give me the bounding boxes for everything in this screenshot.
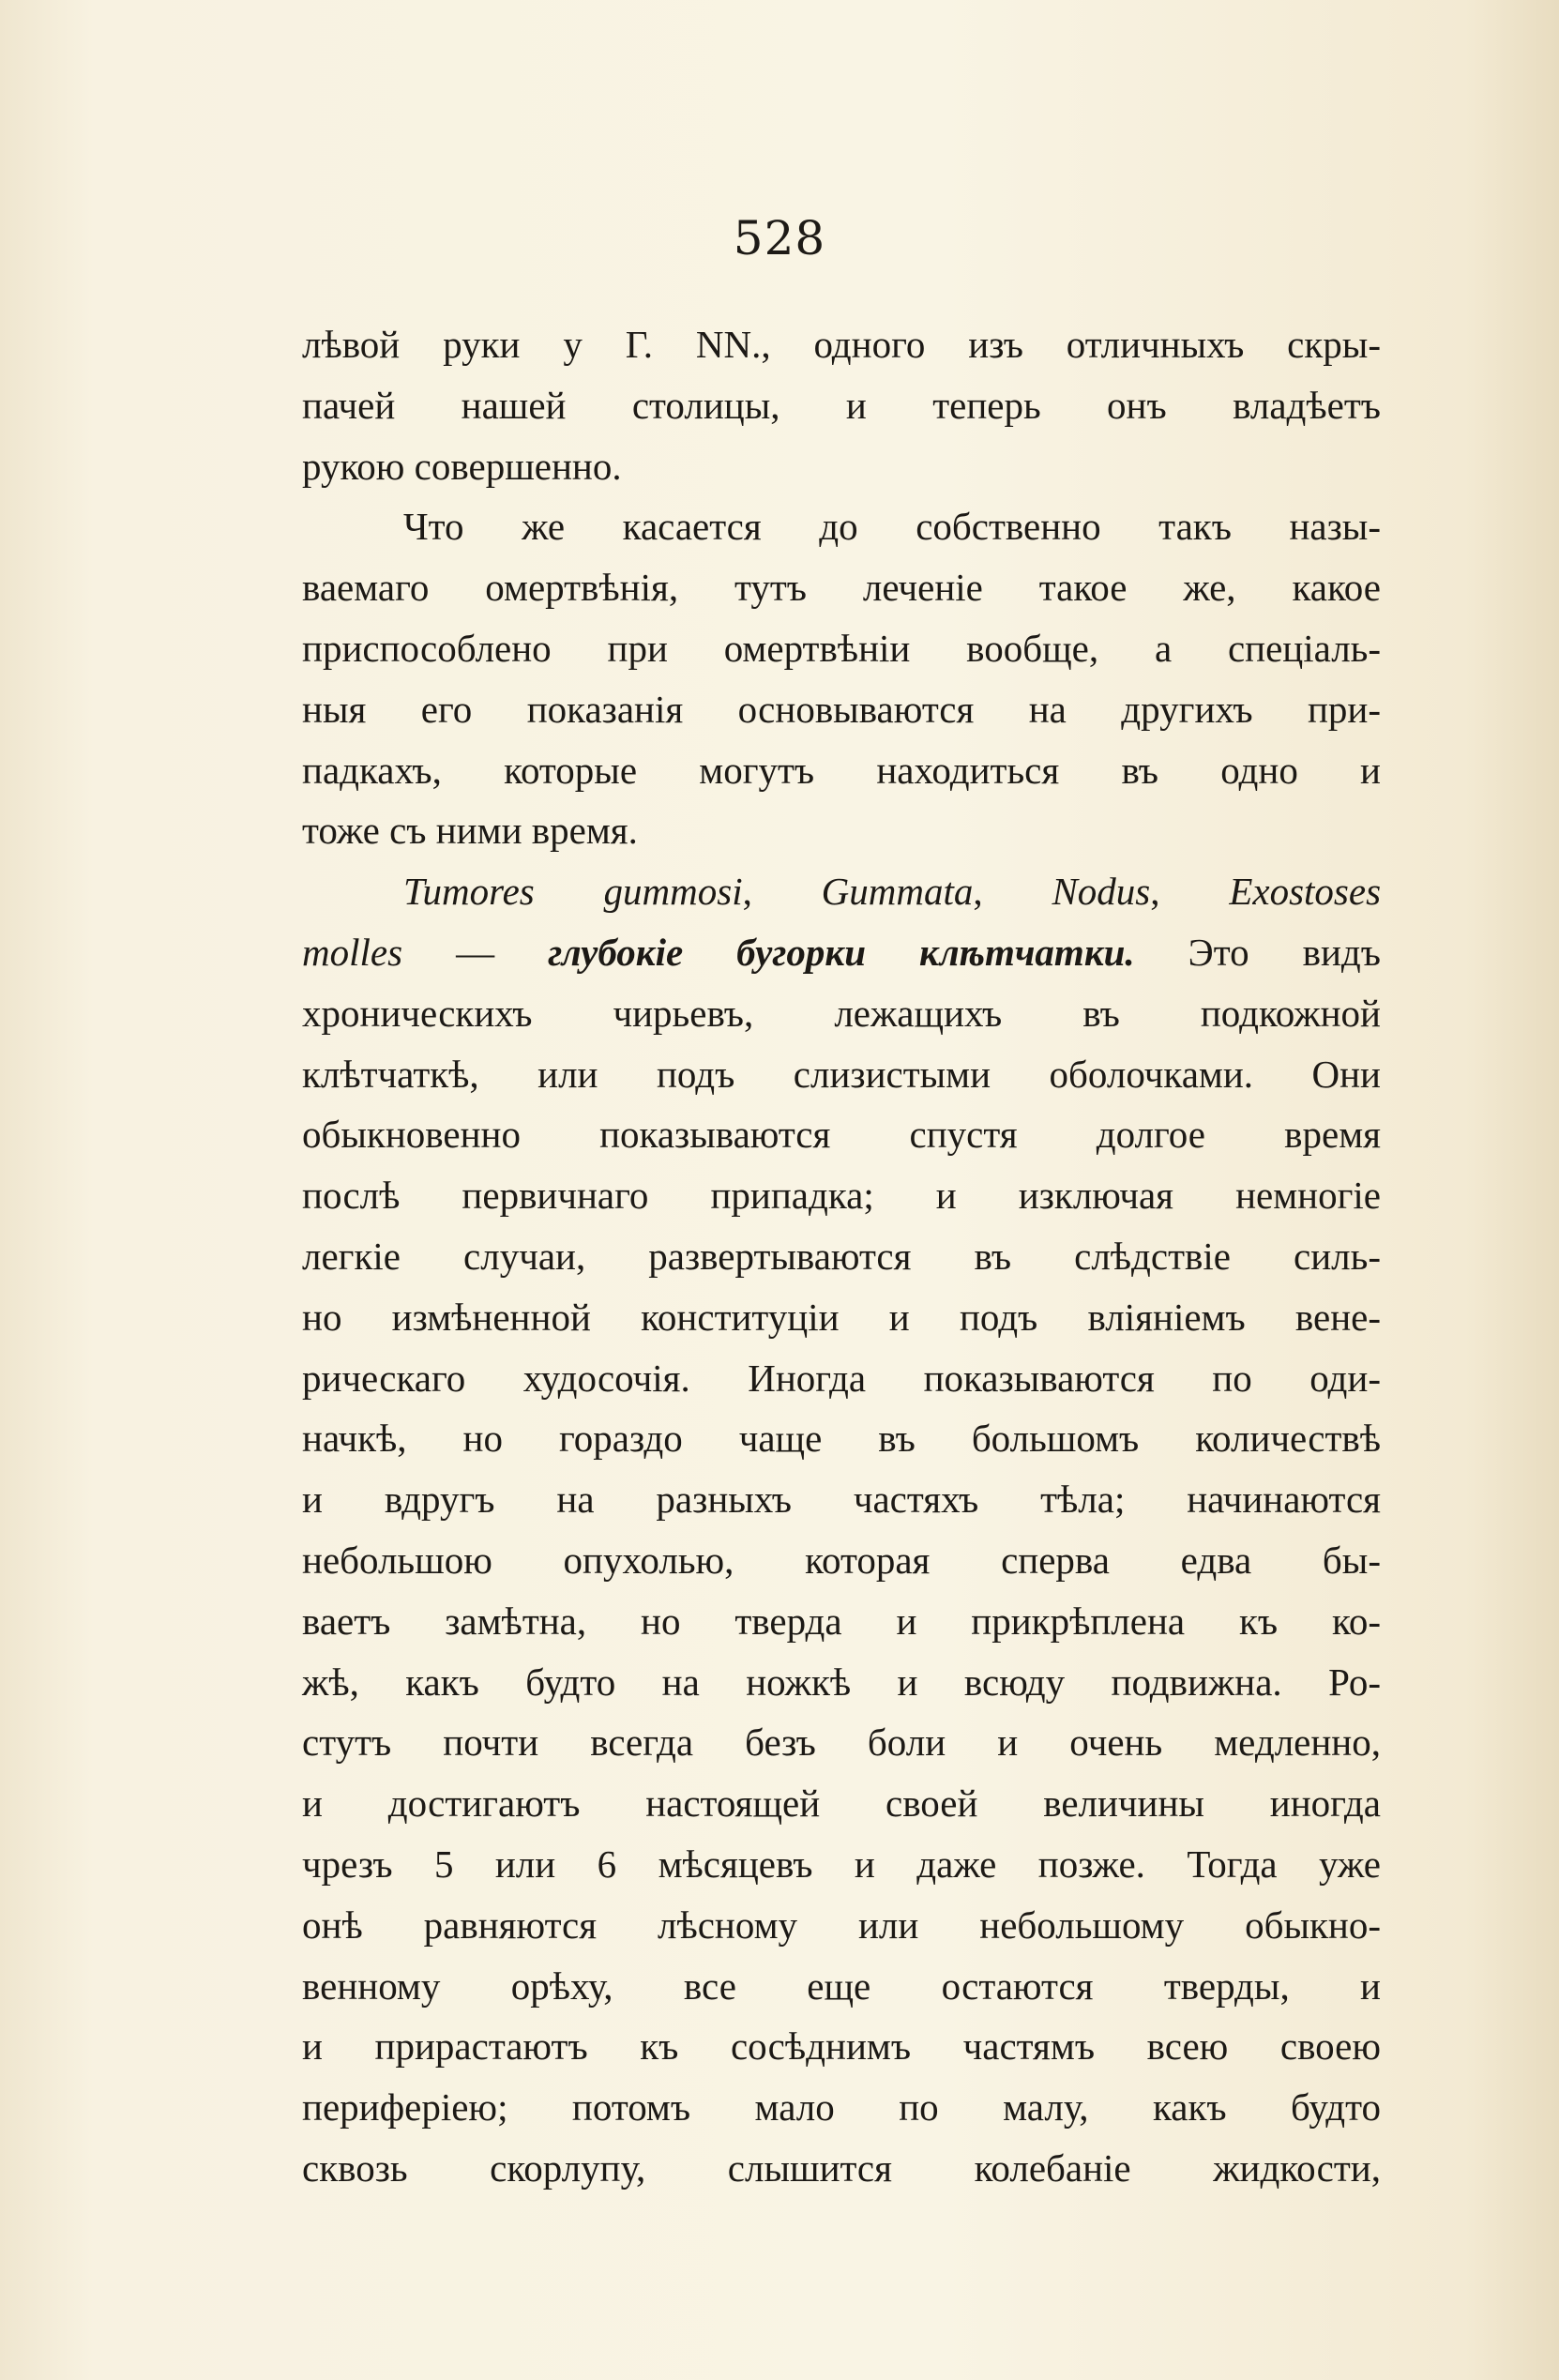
page-text	[302, 314, 1381, 2199]
text-line: венному орѣху, все еще остаются тверды, и	[302, 1963, 1381, 2008]
text-line: и достигаютъ настоящей своей величины иногда	[302, 1781, 1381, 1826]
text-line: рукою совершенно.	[302, 444, 622, 488]
text-line: пачей нашей столицы, и теперь онъ владѣетъ	[302, 383, 1381, 427]
page-number: 528	[733, 211, 826, 265]
text-line: жѣ, какъ будто на ножкѣ и всюду подвижна. Ро-	[302, 1660, 1381, 1704]
text-line: сквозь скорлупу, слышится колебаніе жидкости,	[302, 2145, 1381, 2190]
dash: —	[456, 930, 495, 974]
latin-term: Nodus	[1052, 870, 1151, 914]
text-line: обыкновенно показываются спустя долгое время	[302, 1113, 1381, 1157]
text-line: чрезъ 5 или 6 мѣсяцевъ и даже позже. Тогда уже	[302, 1842, 1381, 1886]
text-line: послѣ первичнаго припадка; и изключая немногіе	[302, 1174, 1381, 1218]
text-line: и прирастаютъ къ сосѣднимъ частямъ всею своею	[302, 2024, 1381, 2069]
text-line: небольшою опухолью, которая сперва едва бы-	[302, 1538, 1381, 1582]
latin-heading-line: Tumores gummosi, Gummata, Nodus, Exostoses	[403, 870, 1382, 914]
text-line: легкіе случаи, развертываются въ слѣдствіе силь-	[302, 1234, 1381, 1278]
text-line: но измѣненной конституціи и подъ вліяніемъ вене-	[302, 1295, 1381, 1339]
text-line: ваемаго омертвѣнія, тутъ леченіе такое же, какое	[302, 566, 1381, 610]
text-line: лѣвой руки у Г. NN., одного изъ отличныхъ скры-	[302, 323, 1381, 366]
latin-term: Exostoses	[1229, 870, 1382, 914]
text-line: клѣтчаткѣ, или подъ слизистыми оболочками. Они	[302, 1052, 1381, 1096]
text-line: тоже съ ними время.	[302, 809, 638, 853]
latin-term: molles	[302, 930, 403, 974]
text-line: рическаго худосочія. Иногда показываются по оди-	[302, 1356, 1381, 1400]
text-line: периферіею; потомъ мало по малу, какъ будто	[302, 2085, 1381, 2130]
text-line: онѣ равняются лѣсному или небольшому обыкно-	[302, 1902, 1381, 1947]
text-line: хроническихъ чирьевъ, лежащихъ въ подкожной	[302, 991, 1381, 1035]
russian-term: глубокіе бугорки клѣтчатки.	[548, 930, 1135, 974]
text-line: и вдругъ на разныхъ частяхъ тѣла; начинаются	[302, 1478, 1381, 1522]
text-line: Что же касается до собственно такъ назы-	[403, 505, 1381, 549]
text-line: приспособлено при омертвѣніи вообще, а спеціаль-	[302, 626, 1381, 670]
text-line: ныя его показанія основываются на другихъ при-	[302, 687, 1381, 731]
text-line: начкѣ, но гораздо чаще въ большомъ количествѣ	[302, 1417, 1381, 1461]
text-line: стутъ почти всегда безъ боли и очень медленно,	[302, 1721, 1381, 1765]
text-fragment: Это видъ	[1188, 930, 1381, 974]
text-line: падкахъ, которые могутъ находиться въ одно и	[302, 748, 1381, 792]
latin-heading-line	[302, 922, 1381, 983]
text-line: ваетъ замѣтна, но тверда и прикрѣплена къ ко-	[302, 1599, 1381, 1643]
latin-term: Tumores gummosi	[403, 870, 743, 914]
latin-term: Gummata	[821, 870, 974, 914]
